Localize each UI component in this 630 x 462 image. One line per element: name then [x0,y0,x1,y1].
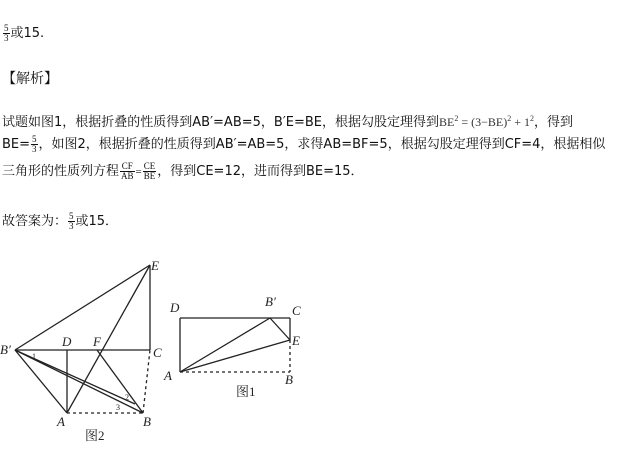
fraction-denominator: 3 [4,33,9,43]
fraction-numerator: 5 [69,211,74,221]
ratio-equals: = [135,166,142,178]
figure-1-labels [163,294,301,399]
figure-1 [180,318,290,372]
line2-rest: ，如图2，根据折叠的性质得到AB′=AB=5，求得AB=BF=5，根据勾股定理得到CF=4，根据相似 [38,137,606,152]
line3-start: 三角形的性质列方程 [2,164,120,179]
line1-text: 试题如图1，根据折叠的性质得到AB′=AB=5，B′E=BE，根据勾股定理得到 [2,115,440,130]
formula-exp: 2 [454,114,459,123]
figure-2-caption: 图2 [85,428,105,443]
figure-2 [15,265,150,413]
formula-exp: 2 [530,114,535,123]
formula-end: + 1 [511,115,531,129]
formula-exp: 2 [507,114,512,123]
fraction-denominator: 3 [32,144,37,154]
conclusion-prefix: 故答案为： [2,214,68,229]
fraction-denominator: 3 [69,221,74,231]
segment-f-b [97,350,143,413]
fraction-numerator: 5 [32,134,37,144]
segment-a-bprime [180,318,270,372]
segment-b-c-dashed [143,350,150,413]
label-f: F [93,334,101,349]
conclusion-tail: 或15． [75,214,119,229]
figure-1-caption: 图1 [236,384,256,399]
angle-label-2: 2 [125,393,129,402]
angle-label-1: 1 [32,352,36,361]
label-e: E [292,333,300,348]
fraction-numerator: CE [143,161,156,171]
label-e: E [151,258,159,273]
label-d: D [170,300,180,315]
label-bprime: B′ [265,294,276,309]
segment-e-bprime [15,265,150,350]
label-b: B [285,372,293,387]
label-a: A [164,368,172,383]
label-b: B [143,414,151,429]
formula-middle: = (3−BE) [461,115,508,129]
fraction-denominator: BE [143,171,156,181]
label-c: C [292,303,301,318]
section-title: 【解析】 [2,71,58,87]
label-c: C [153,345,162,360]
fraction-denominator: AB [121,171,134,181]
label-bprime: B′ [0,342,11,357]
segment-bprime-e [270,318,290,340]
segment-a-e [180,340,290,372]
line1-end: ，得到 [534,115,574,130]
segment-bprime-a [15,350,67,413]
angle-label-3: 3 [116,403,120,412]
label-a: A [57,414,65,429]
answer-tail: 或15. [10,26,45,41]
line2-be: BE= [2,137,31,152]
formula-be: BE [439,115,455,129]
label-d: D [62,334,72,349]
segment-e-a [67,265,150,413]
fraction-numerator: CF [121,161,133,171]
fraction-numerator: 5 [4,23,9,33]
line3-end: ，得到CE=12，进而得到BE=15． [157,164,364,179]
